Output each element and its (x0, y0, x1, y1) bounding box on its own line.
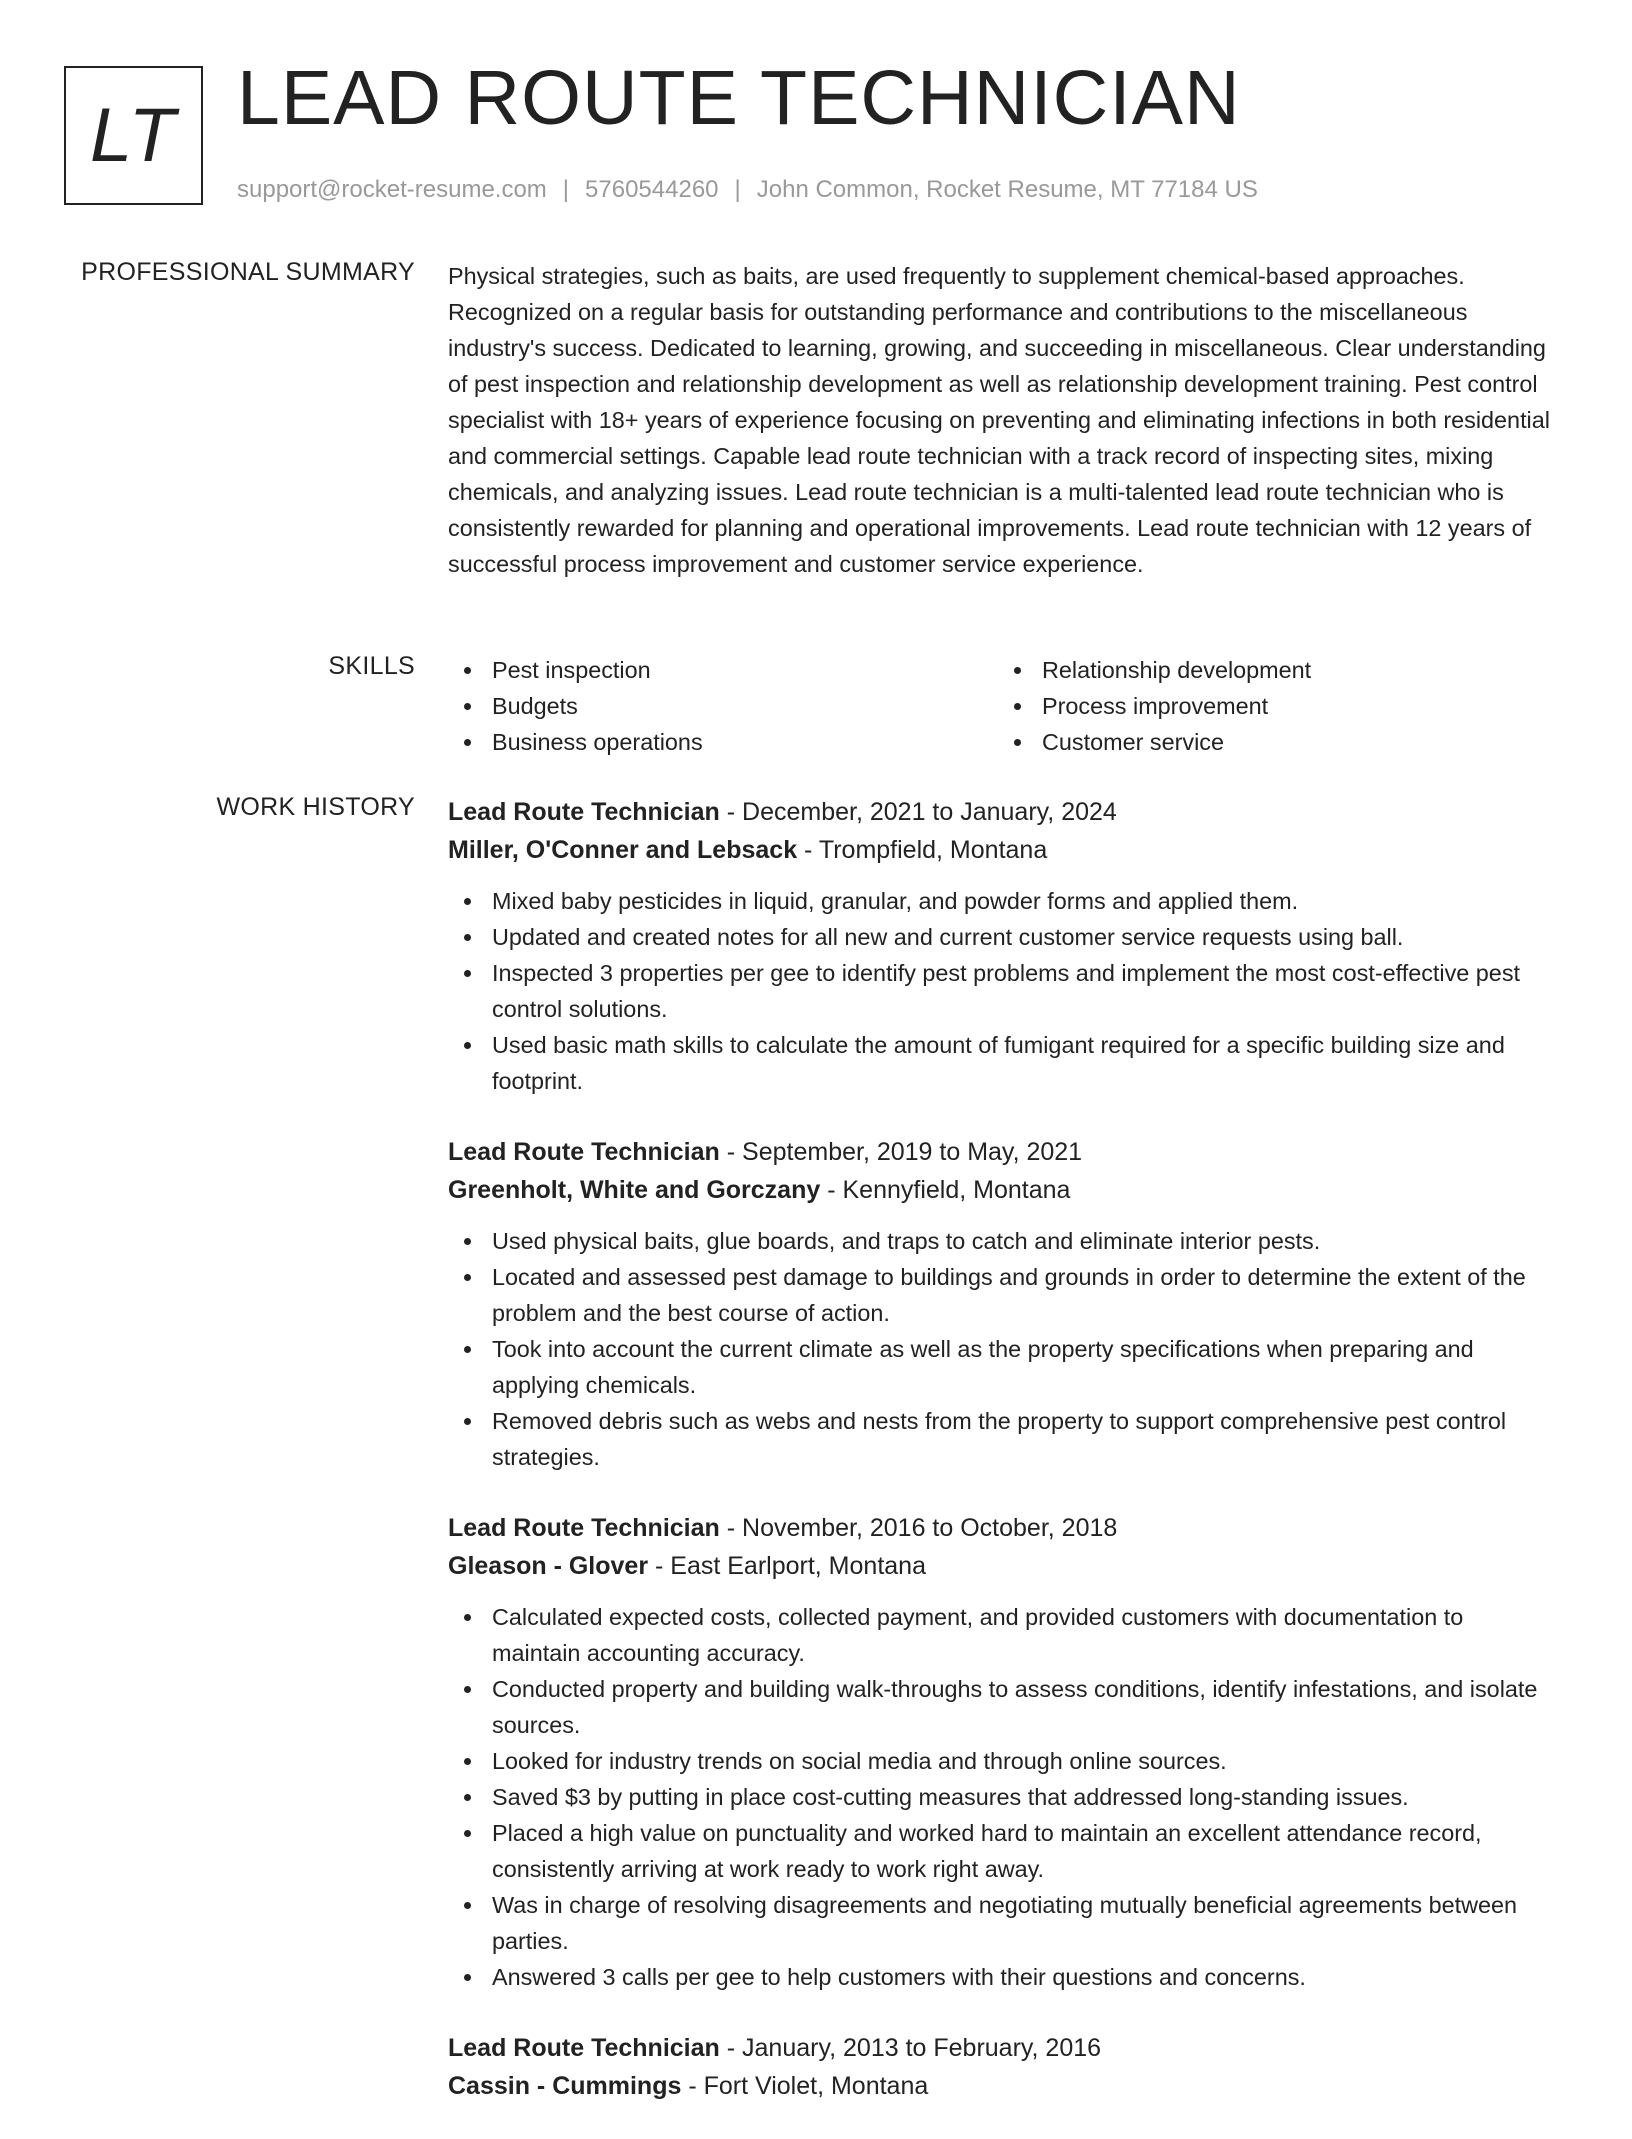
job-title-line (448, 2029, 1556, 2067)
dash: - (719, 1138, 743, 1166)
dash: - (820, 1176, 843, 1204)
job-location: Fort Violet, Montana (703, 2072, 929, 2100)
job-bullet: Looked for industry trends on social media and through online sources. (448, 1743, 1556, 1779)
contact-separator: | (734, 176, 741, 203)
job-title: Lead Route Technician (448, 798, 720, 826)
job-bullet: Conducted property and building walk-throughs to assess conditions, identify infestations, and isolate sources. (448, 1671, 1556, 1743)
job-bullet: Mixed baby pesticides in liquid, granular, and powder forms and applied them. (448, 883, 1556, 919)
job-title: Lead Route Technician (448, 2034, 720, 2062)
job-bullets (448, 1599, 1556, 1995)
job-bullet: Was in charge of resolving disagreements and negotiating mutually beneficial agreements between parties. (448, 1887, 1556, 1959)
job-bullet: Saved $3 by putting in place cost-cutting measures that addressed long-standing issues. (448, 1779, 1556, 1815)
job-bullet: Inspected 3 properties per gee to identify pest problems and implement the most cost-effective pest control solutions. (448, 955, 1556, 1027)
summary-body (448, 258, 1556, 582)
job-company: Miller, O'Conner and Lebsack (448, 836, 798, 864)
job-entry (448, 793, 1556, 1099)
job-bullets (448, 1223, 1556, 1475)
job-entry (448, 2029, 1556, 2105)
job-bullets (448, 883, 1556, 1099)
job-bullet: Took into account the current climate as well as the property specifications when preparing and applying chemicals. (448, 1331, 1556, 1403)
job-location: Trompfield, Montana (818, 836, 1048, 864)
job-dates: November, 2016 to October, 2018 (742, 1514, 1118, 1542)
contact-email: support@rocket-resume.com (237, 176, 547, 203)
job-location: Kennyfield, Montana (842, 1176, 1071, 1204)
job-company-line (448, 831, 1556, 869)
monogram-logo: LT (64, 66, 203, 205)
dash: - (797, 836, 819, 864)
job-bullet: Updated and created notes for all new and current customer service requests using ball. (448, 919, 1556, 955)
work-history-heading: WORK HISTORY (216, 793, 415, 821)
work-history-body (448, 793, 1556, 2139)
job-title: Lead Route Technician (448, 1138, 720, 1166)
job-company-line (448, 2067, 1556, 2105)
job-location: East Earlport, Montana (670, 1552, 926, 1580)
job-bullet: Calculated expected costs, collected payment, and provided customers with documentation to maintain accounting accuracy. (448, 1599, 1556, 1671)
job-company-line (448, 1171, 1556, 1209)
job-company-line (448, 1547, 1556, 1585)
contact-line (237, 176, 1258, 204)
job-dates: January, 2013 to February, 2016 (742, 2034, 1102, 2062)
dash: - (681, 2072, 704, 2100)
skills-list-left (448, 652, 998, 760)
skill-item: Customer service (998, 724, 1548, 760)
dash: - (719, 798, 743, 826)
job-title-line (448, 1509, 1556, 1547)
dash: - (719, 1514, 743, 1542)
job-entry (448, 1133, 1556, 1475)
skill-item: Budgets (448, 688, 998, 724)
job-title-line (448, 1133, 1556, 1171)
job-company: Gleason - Glover (448, 1552, 649, 1580)
skills-list-right (998, 652, 1548, 760)
dash: - (719, 2034, 743, 2062)
skill-item: Process improvement (998, 688, 1548, 724)
skills-body (448, 652, 1556, 760)
job-bullet: Used basic math skills to calculate the amount of fumigant required for a specific building size and footprint. (448, 1027, 1556, 1099)
summary-heading: PROFESSIONAL SUMMARY (81, 258, 415, 286)
job-bullet: Removed debris such as webs and nests from the property to support comprehensive pest control strategies. (448, 1403, 1556, 1475)
skill-item: Relationship development (998, 652, 1548, 688)
job-company: Greenholt, White and Gorczany (448, 1176, 821, 1204)
skills-heading: SKILLS (328, 652, 415, 680)
skill-item: Business operations (448, 724, 998, 760)
job-dates: December, 2021 to January, 2024 (742, 798, 1117, 826)
job-title-line (448, 793, 1556, 831)
skill-item: Pest inspection (448, 652, 998, 688)
job-entry (448, 1509, 1556, 1995)
skills-grid (448, 652, 1556, 760)
summary-text: Physical strategies, such as baits, are used frequently to supplement chemical-based approaches. Recognized on a regular basis for outstanding performance and contributions to the miscellaneous industry's success. Dedicated to learning, growing, and succeeding in miscellaneous. Clear understanding of pest inspection and relationship development as well as relationship development training. Pest control specialist with 18+ years of experience focusing on preventing and eliminating infections in both residential and commercial settings. Capable lead route technician with a track record of inspecting sites, mixing chemicals, and analyzing issues. Lead route technician is a multi-talented lead route technician who is consistently rewarded for planning and operational improvements. Lead route technician with 12 years of successful process improvement and customer service experience. (448, 263, 1550, 577)
job-bullet: Answered 3 calls per gee to help customers with their questions and concerns. (448, 1959, 1556, 1995)
contact-separator: | (562, 176, 570, 203)
job-title: Lead Route Technician (448, 1514, 720, 1542)
dash: - (648, 1552, 671, 1580)
job-company: Cassin - Cummings (448, 2072, 682, 2100)
contact-address: John Common, Rocket Resume, MT 77184 US (756, 176, 1258, 203)
job-bullet: Placed a high value on punctuality and worked hard to maintain an excellent attendance record, consistently arriving at work ready to work right away. (448, 1815, 1556, 1887)
job-dates: September, 2019 to May, 2021 (742, 1138, 1083, 1166)
job-bullet: Used physical baits, glue boards, and traps to catch and eliminate interior pests. (448, 1223, 1556, 1259)
resume-name: LEAD ROUTE TECHNICIAN (237, 55, 1241, 141)
job-bullet: Located and assessed pest damage to buildings and grounds in order to determine the extent of the problem and the best course of action. (448, 1259, 1556, 1331)
contact-phone: 5760544260 (585, 176, 719, 203)
